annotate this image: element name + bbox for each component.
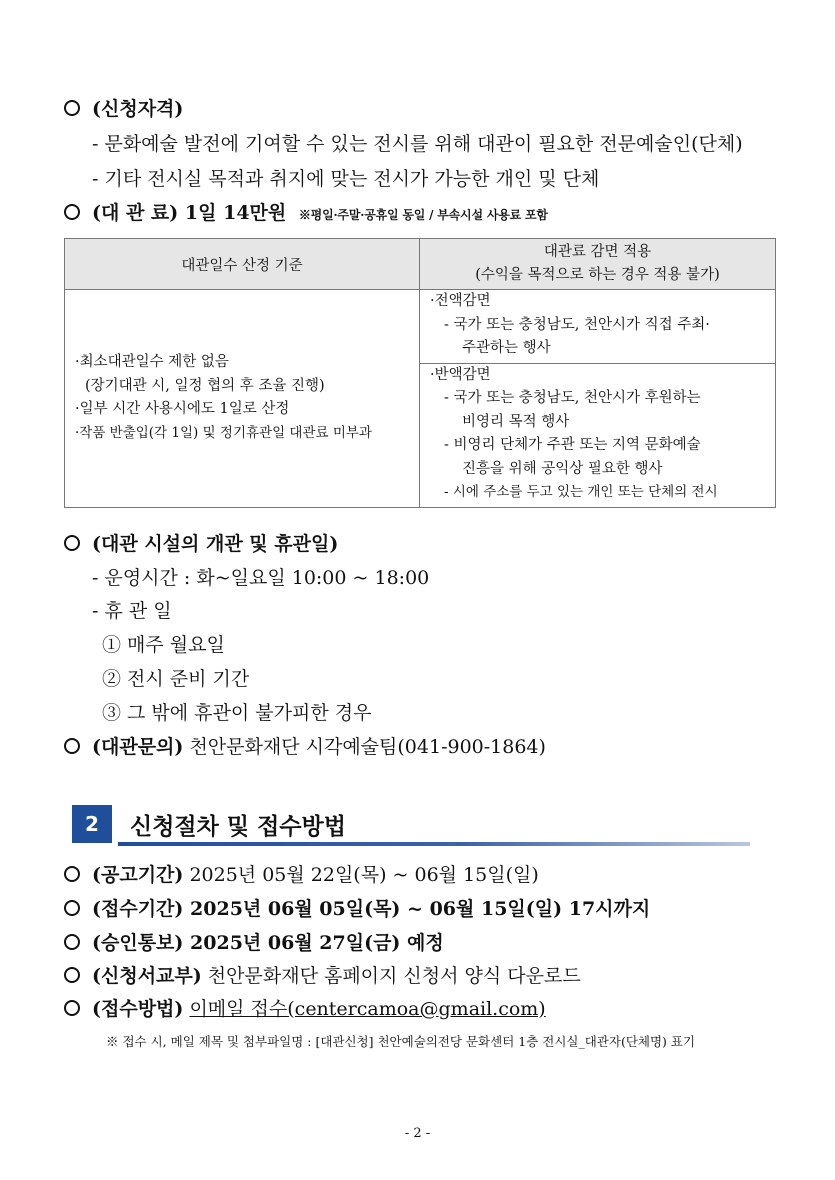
closed-day-item-3: ③ 그 밖에 휴관이 불가피한 경우 — [102, 702, 372, 724]
section-title: 신청절차 및 접수방법 — [130, 814, 346, 840]
circle-bullet-icon — [64, 100, 80, 116]
notice-period: (공고기간) 2025년 05월 22일(목) ~ 06월 15일(일) — [64, 866, 539, 885]
circle-bullet-icon — [64, 535, 80, 551]
qualification-heading: (신청자격) — [64, 100, 183, 119]
circle-bullet-icon — [64, 934, 80, 950]
page-number: - 2 - — [404, 1126, 431, 1141]
table-full-exemption: ·전액감면 - 국가 또는 충청남도, 천안시가 직접 주최· 주관하는 행사 — [420, 290, 776, 364]
table-header-right: 대관료 감면 적용 (수익을 목적으로 하는 경우 적용 불가) — [420, 239, 776, 290]
operating-hours: - 운영시간 : 화~일요일 10:00 ~ 18:00 — [92, 567, 430, 589]
email-link[interactable]: 이메일 접수(centercamoa@gmail.com) — [189, 998, 546, 1020]
fee-label: (대 관 료) — [92, 202, 179, 224]
circle-bullet-icon — [64, 866, 80, 882]
section-underline — [118, 842, 750, 846]
closed-day-item-1: ① 매주 월요일 — [102, 634, 225, 656]
receipt-period: (접수기간) 2025년 06월 05일(목) ~ 06월 15일(일) 17시까지 — [64, 900, 650, 919]
circle-bullet-icon — [64, 1000, 80, 1016]
qualification-item-1: - 문화예술 발전에 기여할 수 있는 전시를 위해 대관이 필요한 전문예술인(단체) — [92, 133, 743, 155]
hours-heading: (대관 시설의 개관 및 휴관일) — [64, 535, 338, 554]
submission-note: ※ 접수 시, 메일 제목 및 첨부파일명 : [대관신청] 천안예술의전당 문화센터 1층 전시실_대관자(단체명) 표기 — [106, 1034, 696, 1049]
table-rental-days-criteria: ·최소대관일수 제한 없음 (장기대관 시, 일정 협의 후 조율 진행) ·일부 시간 사용시에도 1일로 산정 ·작품 반출입(각 1일) 및 정기휴관일 대관료 미부과 — [65, 290, 420, 508]
circle-bullet-icon — [64, 738, 80, 754]
table-header-left: 대관일수 산정 기준 — [65, 239, 420, 290]
fee-heading — [64, 204, 548, 223]
application-form: (신청서교부) 천안문화재단 홈페이지 신청서 양식 다운로드 — [64, 967, 581, 986]
qualification-item-2: - 기타 전시실 목적과 취지에 맞는 전시가 가능한 개인 및 단체 — [92, 168, 600, 190]
circle-bullet-icon — [64, 967, 80, 983]
circle-bullet-icon — [64, 204, 80, 220]
fee-value: 1일 14만원 — [184, 202, 287, 224]
approval-notice: (승인통보) 2025년 06월 27일(금) 예정 — [64, 934, 444, 953]
circle-bullet-icon — [64, 900, 80, 916]
closed-day-item-2: ② 전시 준비 기간 — [102, 668, 250, 690]
fee-note: ※평일·주말·공휴일 동일 / 부속시설 사용료 포함 — [298, 208, 548, 222]
table-half-exemption: ·반액감면 - 국가 또는 충청남도, 천안시가 후원하는 비영리 목적 행사 - 비영리 단체가 주관 또는 지역 문화예술 진흥을 위해 공익상 필요한 행사 - 시에 주소를 두고 있는 개인 또는 단체의 전시 — [420, 363, 776, 507]
submission-method: (접수방법) 이메일 접수(centercamoa@gmail.com) — [64, 1000, 546, 1019]
closed-days-label: - 휴 관 일 — [92, 600, 172, 622]
inquiry: (대관문의) 천안문화재단 시각예술팀(041-900-1864) — [64, 738, 546, 757]
section-number-badge: 2 — [72, 805, 112, 843]
fee-table — [64, 238, 776, 508]
